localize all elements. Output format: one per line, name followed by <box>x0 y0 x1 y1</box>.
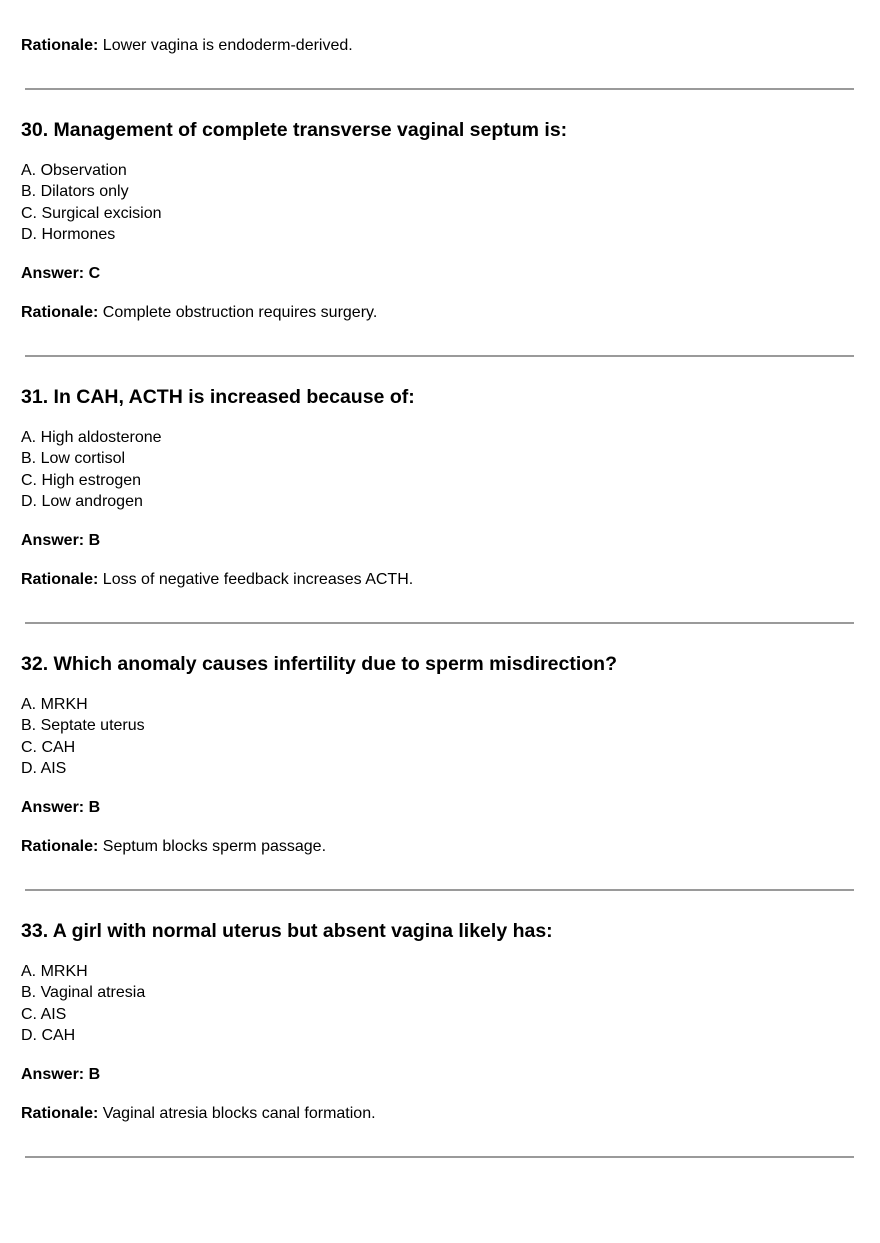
answer: Answer: B <box>21 799 101 816</box>
option: D. Low androgen <box>21 493 143 510</box>
rationale-label: Rationale: <box>21 304 99 321</box>
rationale-text: Septum blocks sperm passage. <box>102 838 327 855</box>
option: C. High estrogen <box>21 472 142 489</box>
rationale <box>21 37 353 55</box>
answer: Answer: B <box>21 1066 101 1083</box>
answer: Answer: B <box>21 532 101 549</box>
option: C. Surgical excision <box>21 205 162 222</box>
rationale-label: Rationale: <box>21 1105 99 1122</box>
rationale-text: Complete obstruction requires surgery. <box>102 304 378 321</box>
option: A. MRKH <box>21 963 88 980</box>
option: A. MRKH <box>21 696 88 713</box>
divider <box>25 1156 854 1158</box>
rationale-label: Rationale: <box>21 571 99 588</box>
option: B. Dilators only <box>21 183 129 200</box>
rationale <box>21 1105 376 1123</box>
rationale <box>21 304 377 322</box>
option: B. Vaginal atresia <box>21 984 146 1001</box>
rationale-label: Rationale: <box>21 37 99 54</box>
question-title: 32. Which anomaly causes infertility due to sperm misdirection? <box>21 653 617 675</box>
question-title: 31. In CAH, ACTH is increased because of: <box>21 386 415 408</box>
option: C. AIS <box>21 1006 67 1023</box>
option: C. CAH <box>21 739 76 756</box>
option: D. Hormones <box>21 226 116 243</box>
question-title: 33. A girl with normal uterus but absent vagina likely has: <box>21 920 553 942</box>
divider <box>25 355 854 357</box>
option: A. Observation <box>21 162 127 179</box>
option: D. AIS <box>21 760 67 777</box>
rationale-text: Vaginal atresia blocks canal formation. <box>102 1105 376 1122</box>
option: B. Septate uterus <box>21 717 145 734</box>
option: B. Low cortisol <box>21 450 126 467</box>
rationale-text: Lower vagina is endoderm-derived. <box>102 37 353 54</box>
divider <box>25 622 854 624</box>
rationale <box>21 571 413 589</box>
rationale <box>21 838 326 856</box>
option: A. High aldosterone <box>21 429 162 446</box>
question-title: 30. Management of complete transverse vaginal septum is: <box>21 119 568 141</box>
option: D. CAH <box>21 1027 76 1044</box>
rationale-text: Loss of negative feedback increases ACTH. <box>102 571 414 588</box>
answer: Answer: C <box>21 265 101 282</box>
rationale-label: Rationale: <box>21 838 99 855</box>
divider <box>25 88 854 90</box>
divider <box>25 889 854 891</box>
